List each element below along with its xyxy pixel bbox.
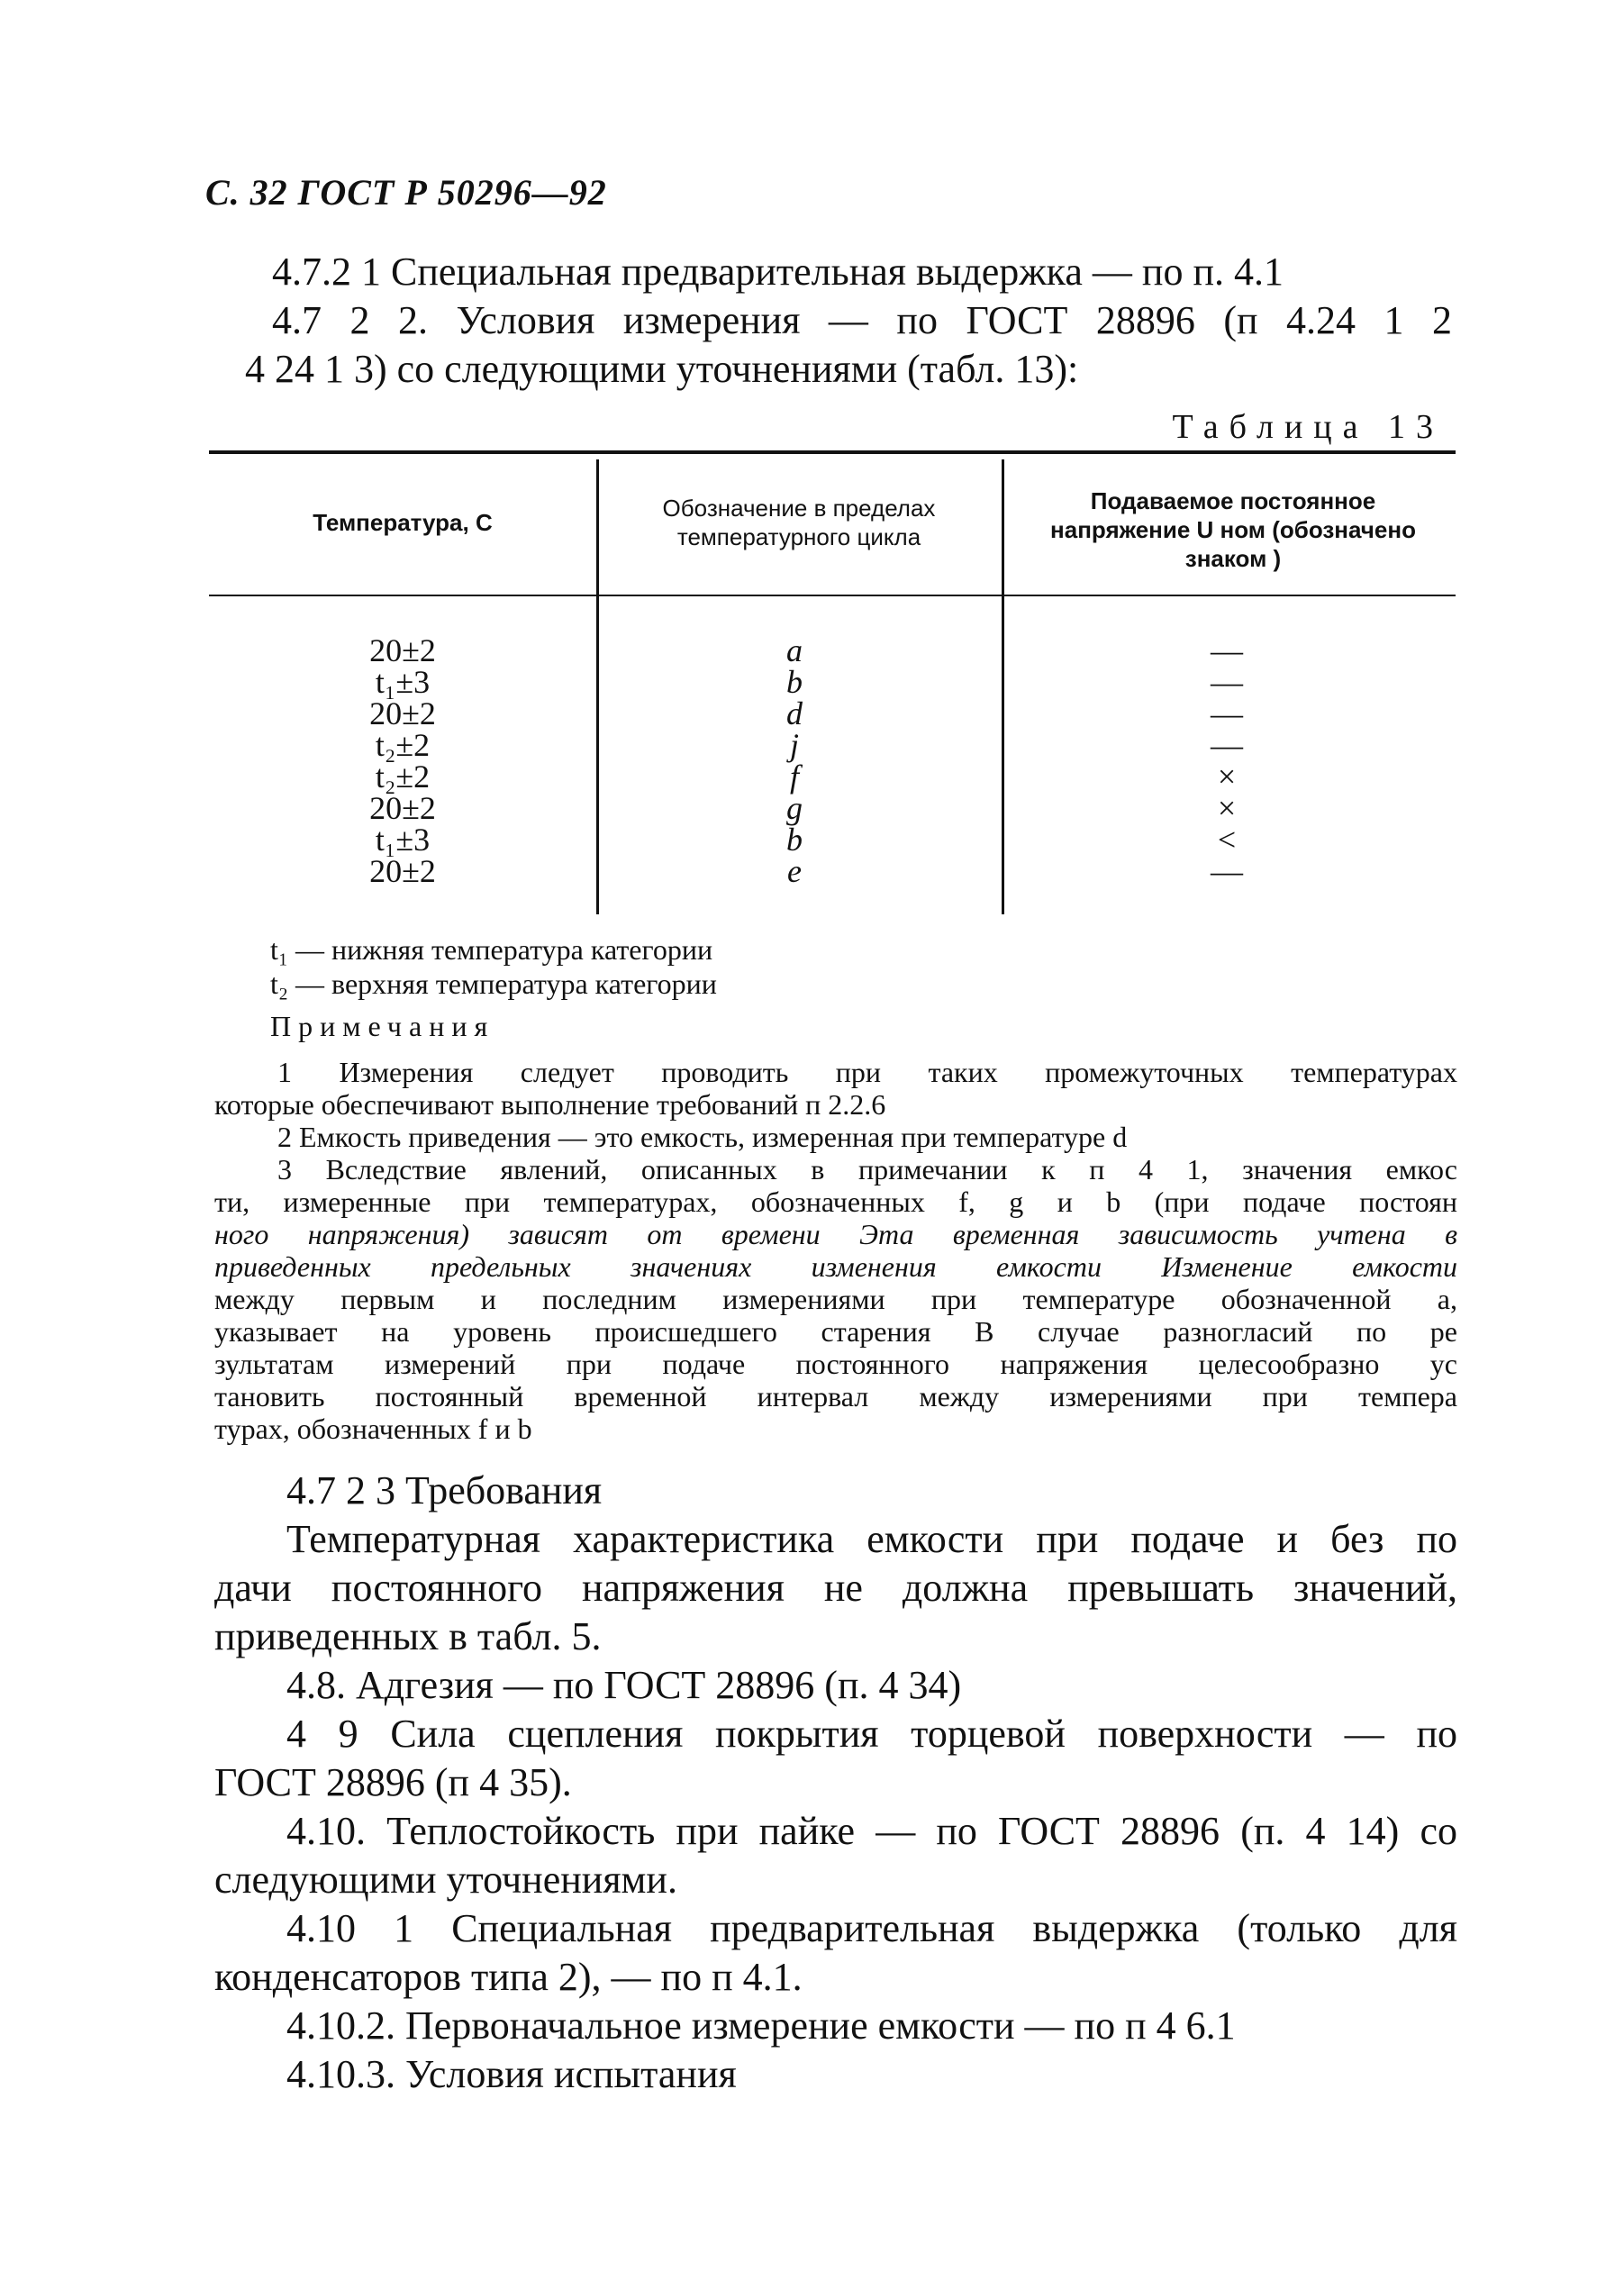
table-cell: g: [786, 790, 803, 826]
table-cell: d: [786, 695, 803, 731]
table-cell: 20±2: [369, 695, 436, 731]
note-3-line: приведенных предельных значениях изменения емкости Изменение емкости: [214, 1250, 1457, 1283]
temperature-column: [299, 632, 506, 889]
note-1-cont: которые обеспечивают выполнение требований п 2.2.6: [214, 1088, 886, 1121]
clause-4-7-2-2-cont: 4 24 1 3) со следующими уточнениями (табл. 13):: [245, 347, 1079, 391]
clause-4-10-1: 4.10 1 Специальная предварительная выдержка (только для: [286, 1906, 1457, 1950]
table-cell: 20±2: [369, 790, 436, 826]
table-cell: t₂±2: [375, 727, 431, 763]
table-col-divider-2: [1002, 459, 1004, 914]
designation-column: [749, 632, 839, 889]
table-cell: a: [786, 632, 803, 668]
col-header-voltage: Подаваемое постоянное напряжение U ном (обозначено знаком ): [1050, 487, 1416, 572]
note-3-line: указывает на уровень происшедшего старения В случае разногласий по ре: [214, 1315, 1457, 1348]
table-cell: ×: [1217, 759, 1237, 795]
body-text: [214, 1467, 1457, 2099]
clause-4-10-3: 4.10.3. Условия испытания: [286, 2052, 737, 2096]
table-cell: f: [789, 759, 799, 795]
table-cell: t₂±2: [375, 759, 431, 795]
table-cell: ×: [1217, 790, 1237, 826]
table-cell: <: [1217, 822, 1237, 858]
table-cell: t₁±3: [375, 822, 431, 858]
note-1: 1 Измерения следует проводить при таких промежуточных температурах: [277, 1056, 1457, 1088]
table-top-rule: [209, 450, 1456, 454]
page-header: С. 32 ГОСТ Р 50296—92: [205, 172, 607, 213]
table-header-rule: [209, 595, 1456, 596]
note-2: 2 Емкость приведения — это емкость, измеренная при температуре d: [277, 1121, 1128, 1153]
note-3-line: тановить постоянный временной интервал между измерениями при темпера: [214, 1380, 1457, 1413]
table-legend: [270, 932, 717, 1001]
clause-4-10-2: 4.10.2. Первоначальное измерение емкости — по п 4 6.1: [286, 2003, 1236, 2048]
clause-4-8: 4.8. Адгезия — по ГОСТ 28896 (п. 4 34): [286, 1663, 962, 1707]
legend-t1: t₁ — нижняя температура категории: [270, 933, 713, 966]
col-header-temperature: Температура, С: [313, 509, 493, 536]
table-cell: j: [789, 727, 799, 763]
requirements-text: Температурная характеристика емкости при подаче и без по: [286, 1517, 1457, 1561]
clause-4-7-2-1: 4.7.2 1 Специальная предварительная выдержка — по п. 4.1: [272, 250, 1284, 294]
table-cell: 20±2: [369, 632, 436, 668]
table-cell: t₁±3: [375, 664, 431, 700]
clause-4-9-cont: ГОСТ 28896 (п 4 35).: [214, 1760, 572, 1804]
note-3-line: между первым и последним измерениями при температуре обозначенной а,: [214, 1283, 1457, 1315]
table-13: [209, 450, 1456, 919]
col-header-designation: Обозначение в пределах температурного цикла: [662, 495, 936, 550]
clause-4-7-2-2: 4.7 2 2. Условия измерения — по ГОСТ 28896 (п 4.24 1 2: [272, 298, 1452, 342]
clause-4-10-1-cont: конденсаторов типа 2), — по п 4.1.: [214, 1955, 803, 1999]
notes-title: Примечания: [270, 1010, 495, 1042]
note-3-line: ного напряжения) зависят от времени Эта временная зависимость учтена в: [214, 1218, 1457, 1250]
table-cell: —: [1211, 853, 1243, 889]
note-3: 3 Вследствие явлений, описанных в примечании к п 4 1, значения емкос: [277, 1153, 1457, 1185]
clause-4-7-2-3: 4.7 2 3 Требования: [286, 1468, 603, 1512]
note-3-line: зультатам измерений при подаче постоянного напряжения целесообразно ус: [214, 1348, 1457, 1380]
clause-4-9: 4 9 Сила сцепления покрытия торцевой поверхности — по: [286, 1712, 1457, 1756]
table-cell: —: [1211, 664, 1243, 700]
voltage-column: [1182, 632, 1272, 889]
table-cell: e: [787, 853, 802, 889]
table-cell: 20±2: [369, 853, 436, 889]
note-3-line: ти, измеренные при температурах, обозначенных f, g и b (при подаче постоян: [214, 1185, 1457, 1218]
table-cell: b: [786, 822, 803, 858]
table-cell: —: [1211, 727, 1243, 763]
note-3-line: турах, обозначенных f и b: [214, 1413, 532, 1445]
notes-block: [214, 1056, 1457, 1445]
table-cell: —: [1211, 632, 1243, 668]
table-cell: b: [786, 664, 803, 700]
table-title: Таблица 13: [1172, 408, 1444, 446]
clause-4-10: 4.10. Теплостойкость при пайке — по ГОСТ 28896 (п. 4 14) со: [286, 1809, 1457, 1853]
table-cell: —: [1211, 695, 1243, 731]
requirements-text: приведенных в табл. 5.: [214, 1614, 602, 1658]
requirements-text: дачи постоянного напряжения не должна превышать значений,: [214, 1566, 1457, 1610]
clause-4-10-cont: следующими уточнениями.: [214, 1858, 677, 1902]
legend-t2: t₂ — верхняя температура категории: [270, 967, 717, 1000]
table-col-divider-1: [596, 459, 599, 914]
